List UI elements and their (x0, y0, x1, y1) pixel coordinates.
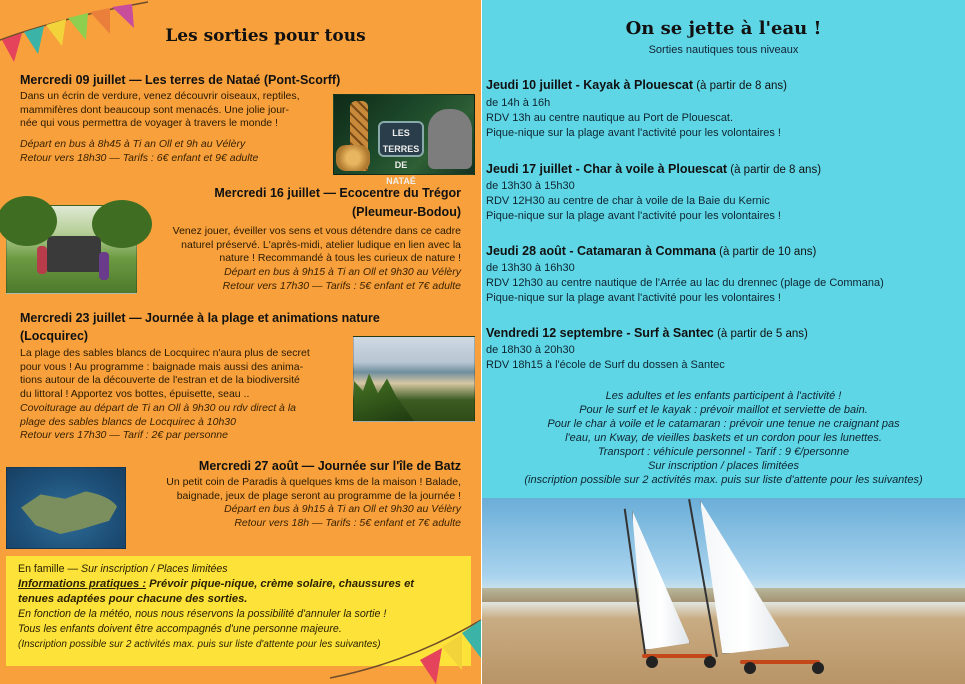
page-title-left: Les sorties pour tous (165, 26, 366, 46)
natae-sign: LES TERRES DE NATAÉ (378, 121, 424, 157)
photo-natae-zoo (333, 94, 475, 186)
event-heading-tregor: Mercredi 16 juillet — Ecocentre du Trégor (214, 186, 461, 200)
infobox-registration: Sur inscription / Places limitées (81, 563, 228, 575)
note-line: Les adultes et les enfants participent à l'activité ! (605, 390, 842, 402)
activity-heading-surf (486, 326, 808, 340)
page-title-right: On se jette à l'eau ! (625, 18, 822, 39)
infobox-bold-text-2: tenues adaptées pour chacune des sorties. (18, 593, 248, 605)
infobox-line-2 (18, 577, 461, 592)
event-heading-tregor-location: (Pleumeur-Bodou) (351, 205, 461, 219)
grass-shape (354, 371, 414, 421)
text-line: mammifères dont beaucoup sont menacés. Une jolie jour- (20, 103, 290, 116)
photo-locquirec-beach (353, 336, 475, 422)
infobox-line-1 (18, 562, 461, 577)
text-line: baignade, jeux de plage seront au programme de la journée ! (176, 489, 461, 502)
activity-age: (à partir de 5 ans) (713, 328, 808, 340)
note-line: (inscription possible sur 2 activités max. puis sur liste d'attente pour les suivantes) (524, 474, 923, 486)
event-heading-locquirec-location: (Locquirec) (20, 329, 89, 343)
activity-notes (482, 389, 965, 487)
text-line: naturel préservé. L'après-midi, atelier ludique en lien avec la (181, 238, 461, 251)
leopard-shape (336, 145, 370, 171)
infobox-weather: En fonction de la météo, nous nous réservons la possibilité d'annuler la sortie ! (18, 608, 387, 620)
child-shape (37, 246, 47, 274)
activity-picnic-kayak: Pique-nique sur la plage avant l'activité pour les volontaires ! (486, 127, 781, 139)
activity-title: Jeudi 10 juillet - Kayak à Plouescat (486, 78, 694, 92)
photo-ecocentre-tregor (6, 205, 137, 294)
infobox-label: Informations pratiques : (18, 578, 147, 590)
activity-time-char: de 13h30 à 15h30 (486, 180, 575, 192)
note-line: Transport : véhicule personnel - Tarif : 9 €/personne (597, 446, 850, 458)
activity-heading-kayak (486, 78, 787, 92)
note-line: Pour le surf et le kayak : prévoir maillot et serviette de bain. (579, 404, 868, 416)
text-line: Départ en bus à 9h15 à Ti an Oll et 9h30 au Vélèry (224, 503, 461, 515)
text-line: Covoiturage au départ de Ti an Oll à 9h30 ou rdv direct à la (20, 402, 296, 414)
activity-title: Vendredi 12 septembre - Surf à Santec (486, 326, 714, 340)
activity-heading-char-a-voile (486, 162, 821, 176)
wheel-shape (812, 662, 824, 674)
event-info-tregor (131, 266, 461, 293)
text-line: nature ! Recommandé à tous les curieux de nature ! (219, 252, 461, 265)
event-info-batz (131, 503, 461, 530)
activity-age: (à partir de 10 ans) (715, 246, 817, 258)
activity-picnic-char: Pique-nique sur la plage avant l'activité pour les volontaires ! (486, 210, 781, 222)
activity-age: (à partir de 8 ans) (727, 164, 822, 176)
activity-rdv-kayak: RDV 13h au centre nautique au Port de Plouescat. (486, 112, 734, 124)
event-info-natae (20, 138, 340, 165)
infobox-family: En famille — (18, 563, 81, 575)
event-description-batz (131, 476, 461, 503)
text-line: Départ en bus à 9h15 à Ti an Oll et 9h30 au Vélèry (224, 266, 461, 278)
cart-shape (47, 236, 101, 272)
wheel-shape (744, 662, 756, 674)
activity-time-kayak: de 14h à 16h (486, 97, 551, 109)
activity-time-surf: de 18h30 à 20h30 (486, 344, 575, 356)
text-line: Retour vers 18h30 — Tarifs : 6€ enfant et 9€ adulte (20, 151, 259, 164)
activity-heading-catamaran (486, 244, 816, 258)
activity-title: Jeudi 28 août - Catamaran à Commana (486, 244, 716, 258)
natae-sign-text: NATAÉ (386, 176, 416, 186)
text-line: La plage des sables blancs de Locquirec n'aura plus de secret (20, 347, 310, 359)
text-line: Retour vers 17h30 — Tarif : 2€ par personne (20, 429, 228, 442)
text-line: Retour vers 18h — Tarifs : 5€ enfant et 7€ adulte (234, 516, 461, 529)
event-heading-locquirec: Mercredi 23 juillet — Journée à la plage et animations nature (20, 311, 380, 325)
text-line: Retour vers 17h30 — Tarifs : 5€ enfant et 7€ adulte (222, 279, 461, 292)
text-line: Un petit coin de Paradis à quelques kms de la maison ! Balade, (166, 476, 461, 488)
page-subtitle-right: Sorties nautiques tous niveaux (648, 44, 799, 56)
note-line: Sur inscription / places limitées (647, 460, 799, 472)
infobox-adult: Tous les enfants doivent être accompagnés d'une personne majeure. (18, 623, 342, 635)
event-heading-natae: Mercredi 09 juillet — Les terres de Nataé (Pont-Scorff) (20, 73, 341, 87)
text-line: tions autour de la découverte de l'estran et de la biodiversité (20, 374, 300, 387)
island-shape (21, 490, 119, 534)
right-panel (482, 0, 965, 684)
activity-rdv-surf: RDV 18h15 à l'école de Surf du dossen à Santec (486, 359, 725, 371)
event-description-tregor (131, 225, 461, 266)
note-line: l'eau, un Kway, de vieilles baskets et un cordon pour les lunettes. (565, 432, 882, 444)
activity-rdv-char: RDV 12H30 au centre de char à voile de la Baie du Kernic (486, 195, 770, 207)
photo-ile-de-batz (6, 467, 126, 549)
wheel-shape (704, 656, 716, 668)
activity-age: (à partir de 8 ans) (693, 80, 787, 92)
infobox-bold-text: Prévoir pique-nique, crème solaire, chaussures et (146, 578, 415, 590)
text-line: du littoral ! Apportez vos bottes, épuisette, seau .. (20, 387, 250, 400)
photo-char-a-voile (482, 498, 965, 684)
text-line: plage des sables blancs de Locquirec à 10h30 (20, 415, 236, 428)
text-line: Départ en bus à 8h45 à Ti an Oll et 9h au Vélèry (20, 138, 246, 150)
event-heading-batz: Mercredi 27 août — Journée sur l'île de Batz (198, 459, 461, 473)
activity-title: Jeudi 17 juillet - Char à voile à Plouescat (486, 162, 728, 176)
activity-time-catamaran: de 13h30 à 16h30 (486, 262, 575, 274)
event-description-locquirec (20, 347, 350, 401)
activity-rdv-catamaran: RDV 12h30 au centre nautique de l'Arrée au lac du drennec (plage de Commana) (486, 277, 884, 289)
elephant-shape (428, 109, 472, 169)
event-info-locquirec (20, 402, 350, 443)
activity-picnic-catamaran: Pique-nique sur la plage avant l'activité pour les volontaires ! (486, 292, 781, 304)
text-line: Venez jouer, éveiller vos sens et vous détendre dans ce cadre (172, 225, 461, 237)
text-line: pour vous ! Au programme : baignade mais aussi des anima- (20, 360, 304, 373)
text-line: Dans un écrin de verdure, venez découvrir oiseaux, reptiles, (20, 90, 300, 102)
event-description-natae (20, 90, 340, 131)
text-line: née qui vous permettra de voyager à travers le monde ! (20, 117, 278, 130)
wheel-shape (646, 656, 658, 668)
child-shape (99, 252, 109, 280)
note-line: Pour le char à voile et le catamaran : prévoir une tenue ne craignant pas (547, 418, 900, 430)
infobox-waitlist: (Inscription possible sur 2 activités max. puis sur liste d'attente pour les suivantes) (18, 639, 381, 650)
bunting-bottom-right (330, 600, 481, 684)
left-panel (0, 0, 481, 684)
